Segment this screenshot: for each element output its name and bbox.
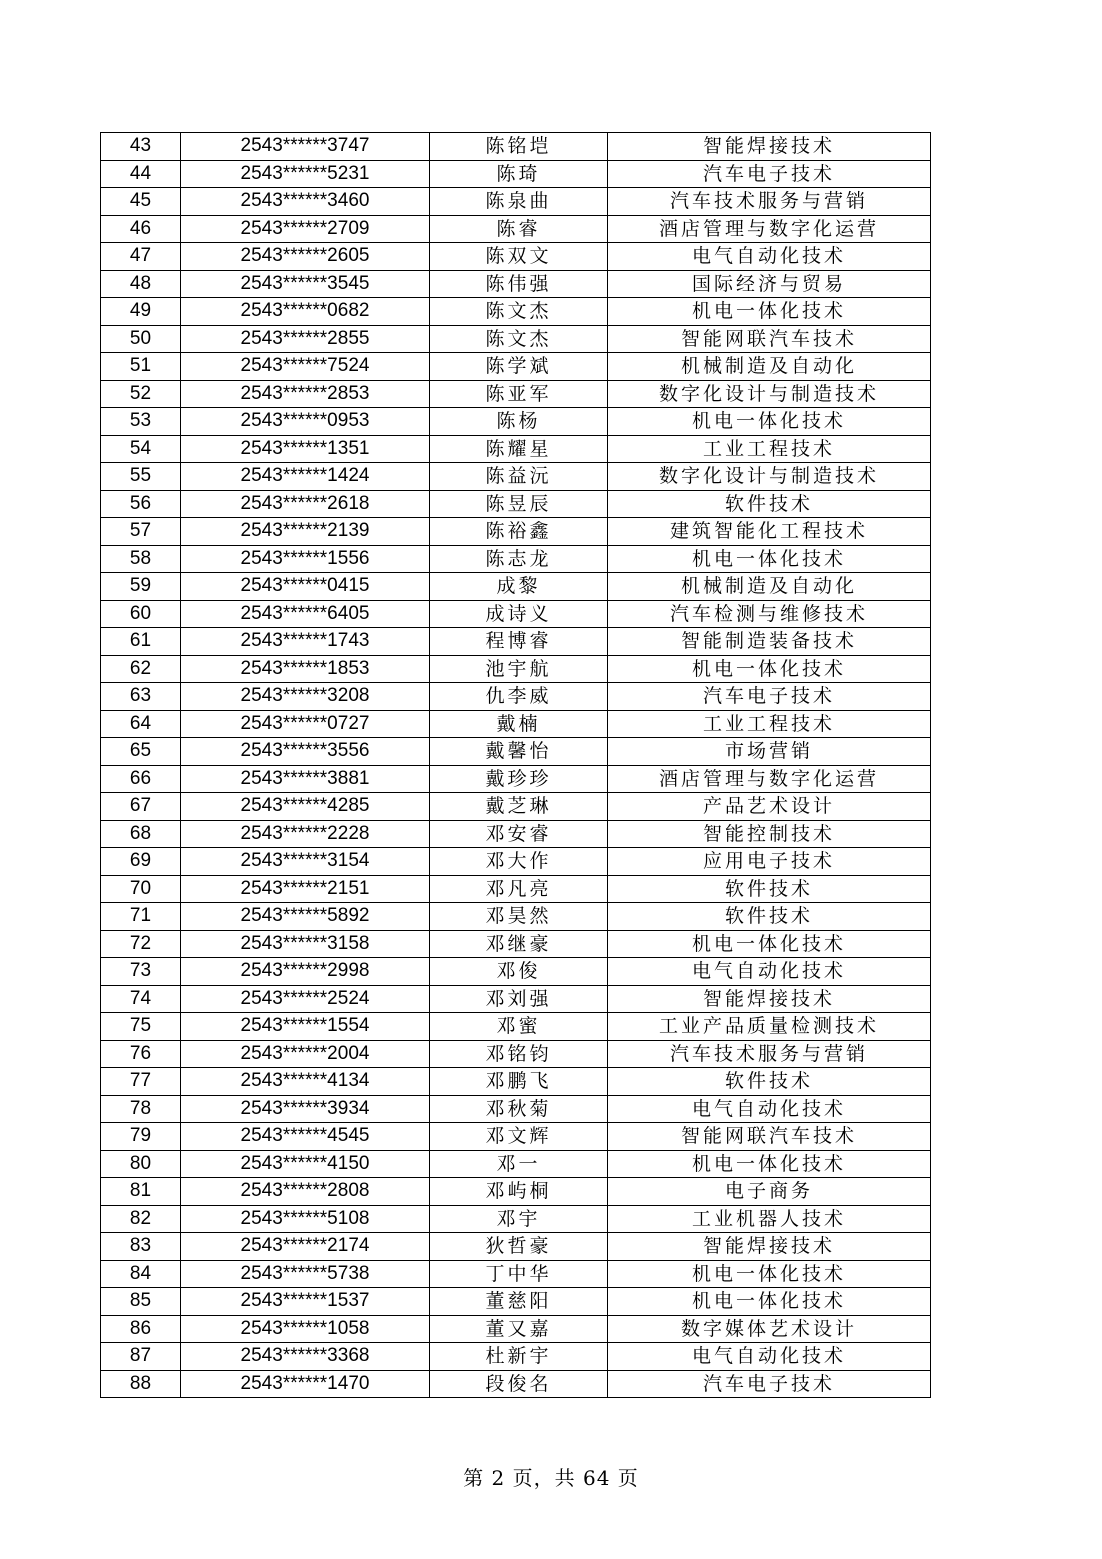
major-cell: 市场营销 [608, 738, 931, 766]
id-number-cell: 2543******3881 [181, 765, 430, 793]
major-cell: 汽车电子技术 [608, 160, 931, 188]
table-row [101, 1315, 931, 1343]
table-row [101, 215, 931, 243]
row-number-cell: 47 [101, 243, 181, 271]
major-cell: 智能焊接技术 [608, 1233, 931, 1261]
id-number-cell: 2543******1556 [181, 545, 430, 573]
major-cell: 机电一体化技术 [608, 1150, 931, 1178]
row-number-cell: 62 [101, 655, 181, 683]
id-number-cell: 2543******2855 [181, 325, 430, 353]
row-number-cell: 48 [101, 270, 181, 298]
student-name-cell: 邓蜜 [430, 1013, 608, 1041]
table-row [101, 1095, 931, 1123]
major-cell: 汽车电子技术 [608, 1370, 931, 1398]
major-cell: 机电一体化技术 [608, 545, 931, 573]
student-name-cell: 邓昊然 [430, 903, 608, 931]
row-number-cell: 78 [101, 1095, 181, 1123]
student-name-cell: 邓大作 [430, 848, 608, 876]
id-number-cell: 2543******1470 [181, 1370, 430, 1398]
major-cell: 数字化设计与制造技术 [608, 380, 931, 408]
row-number-cell: 87 [101, 1343, 181, 1371]
row-number-cell: 44 [101, 160, 181, 188]
table-row [101, 1150, 931, 1178]
id-number-cell: 2543******4285 [181, 793, 430, 821]
major-cell: 数字化设计与制造技术 [608, 463, 931, 491]
major-cell: 电气自动化技术 [608, 1095, 931, 1123]
row-number-cell: 60 [101, 600, 181, 628]
table-row [101, 1260, 931, 1288]
table-row [101, 710, 931, 738]
major-cell: 智能焊接技术 [608, 133, 931, 161]
table-row [101, 518, 931, 546]
row-number-cell: 85 [101, 1288, 181, 1316]
major-cell: 机电一体化技术 [608, 655, 931, 683]
id-number-cell: 2543******6405 [181, 600, 430, 628]
id-number-cell: 2543******2174 [181, 1233, 430, 1261]
major-cell: 电气自动化技术 [608, 243, 931, 271]
id-number-cell: 2543******4150 [181, 1150, 430, 1178]
row-number-cell: 81 [101, 1178, 181, 1206]
id-number-cell: 2543******5892 [181, 903, 430, 931]
id-number-cell: 2543******2004 [181, 1040, 430, 1068]
table-row [101, 1343, 931, 1371]
major-cell: 机电一体化技术 [608, 930, 931, 958]
major-cell: 汽车技术服务与营销 [608, 188, 931, 216]
major-cell: 机电一体化技术 [608, 298, 931, 326]
table-row [101, 600, 931, 628]
student-name-cell: 成诗义 [430, 600, 608, 628]
row-number-cell: 53 [101, 408, 181, 436]
roster-table-body [101, 133, 931, 1398]
id-number-cell: 2543******7524 [181, 353, 430, 381]
major-cell: 机械制造及自动化 [608, 573, 931, 601]
id-number-cell: 2543******5108 [181, 1205, 430, 1233]
major-cell: 电气自动化技术 [608, 1343, 931, 1371]
row-number-cell: 56 [101, 490, 181, 518]
id-number-cell: 2543******2853 [181, 380, 430, 408]
student-name-cell: 陈伟强 [430, 270, 608, 298]
student-name-cell: 戴楠 [430, 710, 608, 738]
student-name-cell: 邓安睿 [430, 820, 608, 848]
table-row [101, 353, 931, 381]
student-name-cell: 陈文杰 [430, 298, 608, 326]
major-cell: 工业工程技术 [608, 435, 931, 463]
student-name-cell: 邓继豪 [430, 930, 608, 958]
table-row [101, 1178, 931, 1206]
student-name-cell: 陈文杰 [430, 325, 608, 353]
table-row [101, 1205, 931, 1233]
major-cell: 应用电子技术 [608, 848, 931, 876]
table-row [101, 160, 931, 188]
id-number-cell: 2543******3460 [181, 188, 430, 216]
student-name-cell: 邓一 [430, 1150, 608, 1178]
student-name-cell: 邓刘强 [430, 985, 608, 1013]
table-row [101, 380, 931, 408]
table-row [101, 545, 931, 573]
table-row [101, 1040, 931, 1068]
major-cell: 智能网联汽车技术 [608, 325, 931, 353]
major-cell: 软件技术 [608, 903, 931, 931]
major-cell: 建筑智能化工程技术 [608, 518, 931, 546]
student-name-cell: 董慈阳 [430, 1288, 608, 1316]
table-row [101, 1013, 931, 1041]
id-number-cell: 2543******3747 [181, 133, 430, 161]
id-number-cell: 2543******5231 [181, 160, 430, 188]
table-row [101, 133, 931, 161]
student-name-cell: 段俊名 [430, 1370, 608, 1398]
major-cell: 智能制造装备技术 [608, 628, 931, 656]
table-row [101, 573, 931, 601]
row-number-cell: 59 [101, 573, 181, 601]
student-name-cell: 陈裕鑫 [430, 518, 608, 546]
table-row [101, 1370, 931, 1398]
student-name-cell: 陈铭垲 [430, 133, 608, 161]
id-number-cell: 2543******3208 [181, 683, 430, 711]
table-row [101, 298, 931, 326]
id-number-cell: 2543******1424 [181, 463, 430, 491]
major-cell: 酒店管理与数字化运营 [608, 765, 931, 793]
student-name-cell: 陈琦 [430, 160, 608, 188]
id-number-cell: 2543******0682 [181, 298, 430, 326]
id-number-cell: 2543******2524 [181, 985, 430, 1013]
id-number-cell: 2543******1058 [181, 1315, 430, 1343]
student-name-cell: 程博睿 [430, 628, 608, 656]
table-row [101, 765, 931, 793]
major-cell: 智能网联汽车技术 [608, 1123, 931, 1151]
id-number-cell: 2543******0415 [181, 573, 430, 601]
id-number-cell: 2543******1351 [181, 435, 430, 463]
row-number-cell: 55 [101, 463, 181, 491]
row-number-cell: 66 [101, 765, 181, 793]
id-number-cell: 2543******1853 [181, 655, 430, 683]
table-row [101, 930, 931, 958]
id-number-cell: 2543******5738 [181, 1260, 430, 1288]
id-number-cell: 2543******4134 [181, 1068, 430, 1096]
row-number-cell: 77 [101, 1068, 181, 1096]
major-cell: 工业产品质量检测技术 [608, 1013, 931, 1041]
student-name-cell: 董又嘉 [430, 1315, 608, 1343]
id-number-cell: 2543******0727 [181, 710, 430, 738]
student-name-cell: 邓文辉 [430, 1123, 608, 1151]
row-number-cell: 54 [101, 435, 181, 463]
student-name-cell: 陈泉曲 [430, 188, 608, 216]
page-footer: 第 2 页，共 64 页 [463, 1466, 639, 1490]
row-number-cell: 67 [101, 793, 181, 821]
row-number-cell: 45 [101, 188, 181, 216]
row-number-cell: 70 [101, 875, 181, 903]
row-number-cell: 79 [101, 1123, 181, 1151]
id-number-cell: 2543******3934 [181, 1095, 430, 1123]
major-cell: 汽车电子技术 [608, 683, 931, 711]
id-number-cell: 2543******3158 [181, 930, 430, 958]
row-number-cell: 50 [101, 325, 181, 353]
table-row [101, 1068, 931, 1096]
table-row [101, 903, 931, 931]
major-cell: 机械制造及自动化 [608, 353, 931, 381]
major-cell: 工业工程技术 [608, 710, 931, 738]
id-number-cell: 2543******2605 [181, 243, 430, 271]
student-name-cell: 戴馨怡 [430, 738, 608, 766]
table-row [101, 958, 931, 986]
table-row [101, 1288, 931, 1316]
table-row [101, 490, 931, 518]
row-number-cell: 83 [101, 1233, 181, 1261]
id-number-cell: 2543******1554 [181, 1013, 430, 1041]
student-name-cell: 丁中华 [430, 1260, 608, 1288]
table-row [101, 820, 931, 848]
table-row [101, 683, 931, 711]
row-number-cell: 74 [101, 985, 181, 1013]
id-number-cell: 2543******2998 [181, 958, 430, 986]
row-number-cell: 75 [101, 1013, 181, 1041]
student-name-cell: 邓俊 [430, 958, 608, 986]
row-number-cell: 86 [101, 1315, 181, 1343]
id-number-cell: 2543******4545 [181, 1123, 430, 1151]
major-cell: 国际经济与贸易 [608, 270, 931, 298]
major-cell: 数字媒体艺术设计 [608, 1315, 931, 1343]
row-number-cell: 82 [101, 1205, 181, 1233]
row-number-cell: 84 [101, 1260, 181, 1288]
major-cell: 电子商务 [608, 1178, 931, 1206]
id-number-cell: 2543******1743 [181, 628, 430, 656]
table-row [101, 793, 931, 821]
table-row [101, 655, 931, 683]
major-cell: 软件技术 [608, 490, 931, 518]
student-name-cell: 陈益沅 [430, 463, 608, 491]
student-name-cell: 陈学斌 [430, 353, 608, 381]
row-number-cell: 46 [101, 215, 181, 243]
row-number-cell: 43 [101, 133, 181, 161]
row-number-cell: 64 [101, 710, 181, 738]
table-row [101, 188, 931, 216]
student-name-cell: 陈耀星 [430, 435, 608, 463]
major-cell: 酒店管理与数字化运营 [608, 215, 931, 243]
major-cell: 机电一体化技术 [608, 1288, 931, 1316]
table-row [101, 463, 931, 491]
id-number-cell: 2543******2808 [181, 1178, 430, 1206]
student-name-cell: 仇李威 [430, 683, 608, 711]
row-number-cell: 72 [101, 930, 181, 958]
row-number-cell: 68 [101, 820, 181, 848]
id-number-cell: 2543******1537 [181, 1288, 430, 1316]
row-number-cell: 61 [101, 628, 181, 656]
student-name-cell: 陈志龙 [430, 545, 608, 573]
major-cell: 工业机器人技术 [608, 1205, 931, 1233]
id-number-cell: 2543******2151 [181, 875, 430, 903]
table-row [101, 435, 931, 463]
row-number-cell: 80 [101, 1150, 181, 1178]
row-number-cell: 76 [101, 1040, 181, 1068]
id-number-cell: 2543******2139 [181, 518, 430, 546]
id-number-cell: 2543******3368 [181, 1343, 430, 1371]
student-name-cell: 邓屿桐 [430, 1178, 608, 1206]
row-number-cell: 88 [101, 1370, 181, 1398]
id-number-cell: 2543******2709 [181, 215, 430, 243]
major-cell: 产品艺术设计 [608, 793, 931, 821]
table-row [101, 325, 931, 353]
id-number-cell: 2543******3556 [181, 738, 430, 766]
row-number-cell: 57 [101, 518, 181, 546]
row-number-cell: 49 [101, 298, 181, 326]
student-name-cell: 戴珍珍 [430, 765, 608, 793]
table-row [101, 628, 931, 656]
row-number-cell: 65 [101, 738, 181, 766]
row-number-cell: 52 [101, 380, 181, 408]
major-cell: 汽车技术服务与营销 [608, 1040, 931, 1068]
table-row [101, 408, 931, 436]
row-number-cell: 58 [101, 545, 181, 573]
student-name-cell: 陈双文 [430, 243, 608, 271]
row-number-cell: 51 [101, 353, 181, 381]
table-row [101, 1123, 931, 1151]
student-name-cell: 陈睿 [430, 215, 608, 243]
major-cell: 软件技术 [608, 1068, 931, 1096]
id-number-cell: 2543******0953 [181, 408, 430, 436]
id-number-cell: 2543******2618 [181, 490, 430, 518]
id-number-cell: 2543******3545 [181, 270, 430, 298]
table-row [101, 270, 931, 298]
major-cell: 机电一体化技术 [608, 1260, 931, 1288]
major-cell: 电气自动化技术 [608, 958, 931, 986]
id-number-cell: 2543******3154 [181, 848, 430, 876]
id-number-cell: 2543******2228 [181, 820, 430, 848]
major-cell: 汽车检测与维修技术 [608, 600, 931, 628]
major-cell: 智能焊接技术 [608, 985, 931, 1013]
row-number-cell: 63 [101, 683, 181, 711]
student-name-cell: 邓凡亮 [430, 875, 608, 903]
table-row [101, 1233, 931, 1261]
student-name-cell: 陈昱辰 [430, 490, 608, 518]
student-name-cell: 戴芝琳 [430, 793, 608, 821]
student-name-cell: 狄哲豪 [430, 1233, 608, 1261]
major-cell: 软件技术 [608, 875, 931, 903]
major-cell: 机电一体化技术 [608, 408, 931, 436]
table-row [101, 243, 931, 271]
table-row [101, 848, 931, 876]
row-number-cell: 73 [101, 958, 181, 986]
table-row [101, 875, 931, 903]
student-name-cell: 成黎 [430, 573, 608, 601]
student-name-cell: 邓宇 [430, 1205, 608, 1233]
student-name-cell: 池宇航 [430, 655, 608, 683]
table-row [101, 738, 931, 766]
major-cell: 智能控制技术 [608, 820, 931, 848]
roster-table [100, 132, 931, 1398]
student-name-cell: 陈亚军 [430, 380, 608, 408]
row-number-cell: 69 [101, 848, 181, 876]
student-name-cell: 陈杨 [430, 408, 608, 436]
student-name-cell: 邓鹏飞 [430, 1068, 608, 1096]
student-name-cell: 邓铭钧 [430, 1040, 608, 1068]
student-name-cell: 邓秋菊 [430, 1095, 608, 1123]
table-row [101, 985, 931, 1013]
student-name-cell: 杜新宇 [430, 1343, 608, 1371]
row-number-cell: 71 [101, 903, 181, 931]
